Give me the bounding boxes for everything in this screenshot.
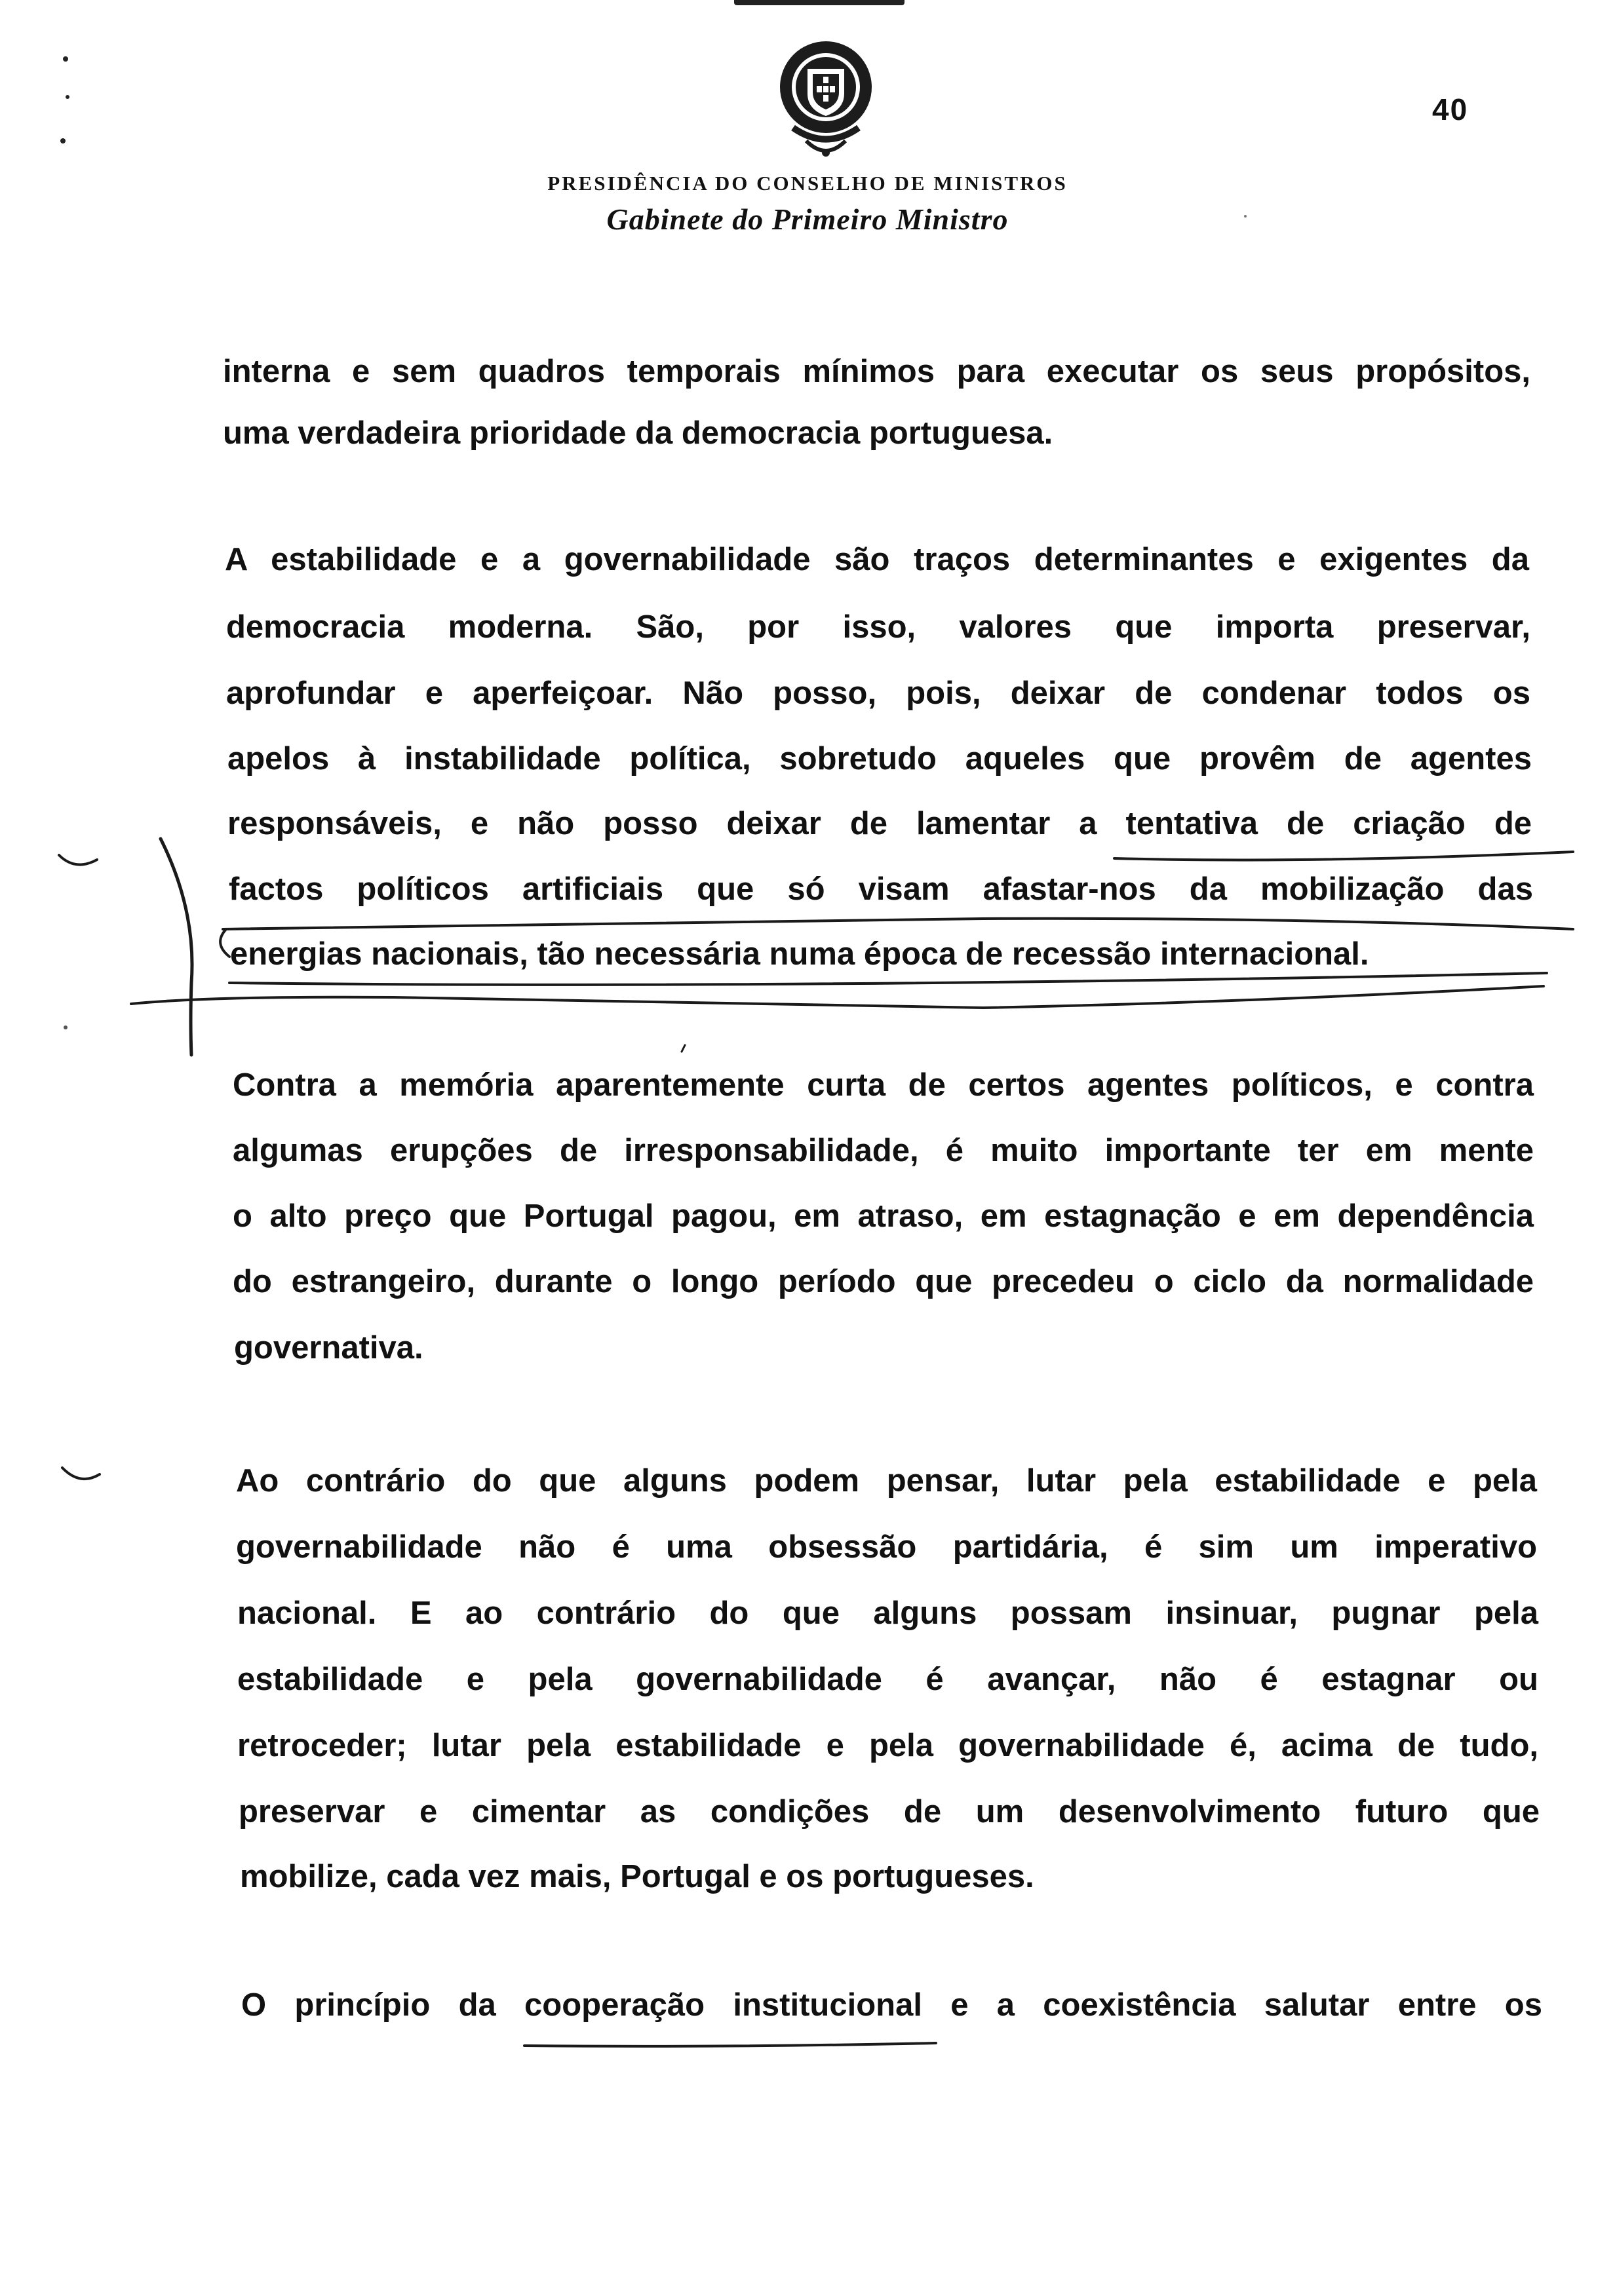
text-line: o alto preço que Portugal pagou, em atraso, em estagnação e em dependência (233, 1198, 1534, 1234)
text-line: factos políticos artificiais que só visam afastar-nos da mobilização das (229, 871, 1533, 907)
text-line: algumas erupções de irresponsabilidade, é muito importante ter em mente (233, 1133, 1534, 1168)
text-line: responsáveis, e não posso deixar de lamentar a tentativa de criação de (227, 806, 1532, 841)
coat-of-arms-icon (767, 36, 885, 167)
page-number: 40 (1432, 92, 1469, 126)
organization-name: PRESIDÊNCIA DO CONSELHO DE MINISTROS (547, 172, 1068, 195)
text-line: aprofundar e aperfeiçoar. Não posso, pois, deixar de condenar todos os (226, 676, 1530, 711)
text-line: Ao contrário do que alguns podem pensar, lutar pela estabilidade e pela (236, 1463, 1537, 1499)
text-line: apelos à instabilidade política, sobretudo aqueles que provêm de agentes (227, 741, 1532, 776)
text-line: Contra a memória aparentemente curta de certos agentes políticos, e contra (233, 1067, 1534, 1103)
text-line: estabilidade e pela governabilidade é avançar, não é estagnar ou (237, 1662, 1538, 1697)
text-line: interna e sem quadros temporais mínimos para executar os seus propósitos, (223, 354, 1530, 389)
text-line: O princípio da cooperação institucional e a coexistência salutar entre os (241, 1987, 1542, 2023)
text-line: preservar e cimentar as condições de um desenvolvimento futuro que (239, 1794, 1540, 1829)
text-line: do estrangeiro, durante o longo período que precedeu o ciclo da normalidade (233, 1264, 1534, 1299)
text-line: governabilidade não é uma obsessão partidária, é sim um imperativo (236, 1529, 1537, 1565)
top-edge-mark (734, 0, 905, 5)
text-line: mobilize, cada vez mais, Portugal e os portugueses. (240, 1859, 1034, 1894)
text-line: nacional. E ao contrário do que alguns possam insinuar, pugnar pela (237, 1596, 1538, 1631)
text-line: uma verdadeira prioridade da democracia portuguesa. (223, 415, 1053, 451)
office-name: Gabinete do Primeiro Ministro (606, 202, 1009, 236)
text-line: governativa. (234, 1330, 423, 1366)
text-line: democracia moderna. São, por isso, valores que importa preservar, (226, 609, 1530, 645)
text-line: retroceder; lutar pela estabilidade e pela governabilidade é, acima de tudo, (237, 1728, 1538, 1763)
text-line: energias nacionais, tão necessária numa época de recessão internacional. (230, 936, 1369, 972)
text-line: A estabilidade e a governabilidade são traços determinantes e exigentes da (225, 542, 1529, 577)
